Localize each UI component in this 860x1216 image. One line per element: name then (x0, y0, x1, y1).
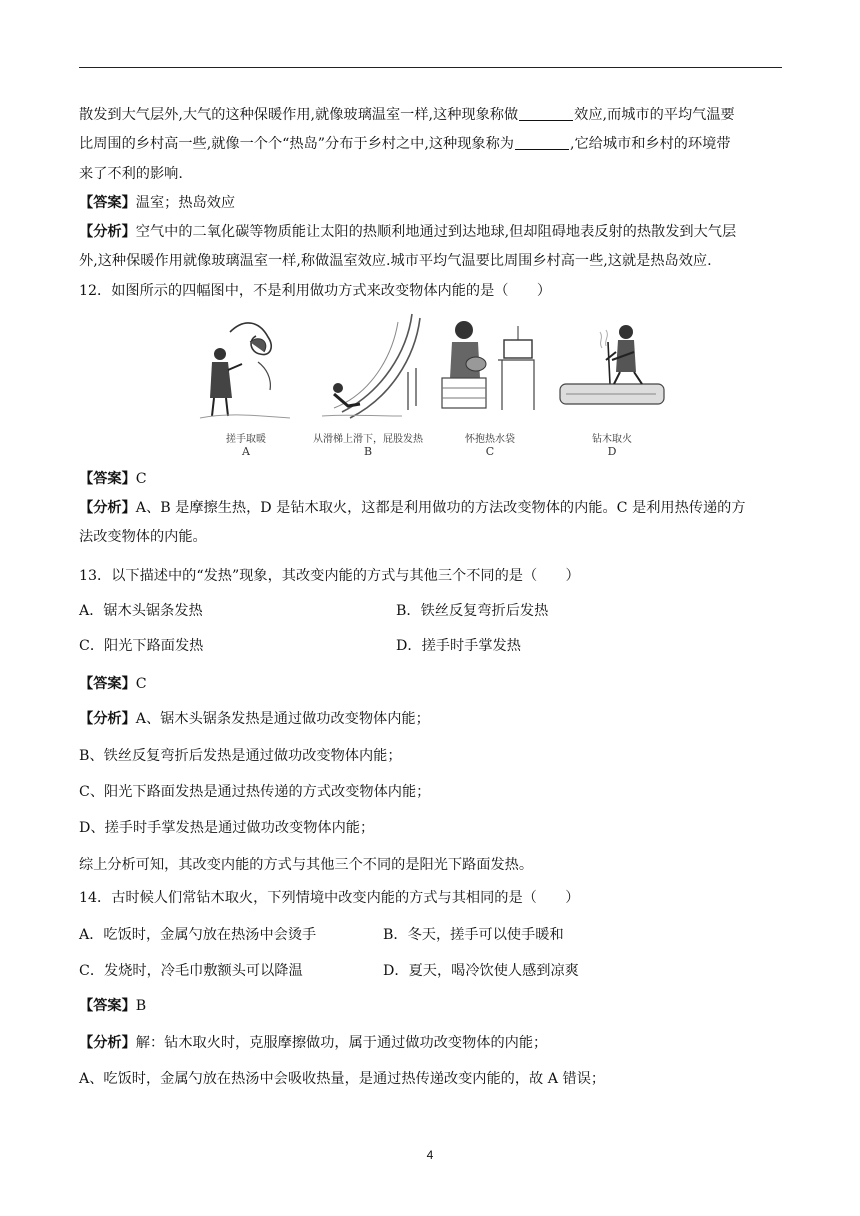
figure-letter-d: D (607, 445, 617, 458)
analysis-line: D、搓手时手掌发热是通过做功改变物体内能； (79, 820, 375, 836)
answer-text: C (135, 471, 147, 487)
analysis-line (79, 1033, 785, 1053)
analysis-text: 空气中的二氧化碳等物质能让太阳的热顺利地通过到达地球,但却阻碍地表反射的热散发到大气层 (135, 224, 737, 240)
question-14: 14．古时候人们常钻木取火，下列情境中改变内能的方式与其相同的是（ ） (79, 890, 580, 906)
answer-line (79, 996, 785, 1016)
option-a: A．吃饭时，金属勺放在热汤中会烫手 (79, 927, 317, 943)
answer-blank (515, 135, 569, 150)
text-segment: 散发到大气层外,大气的这种保暖作用,就像玻璃温室一样,这种现象称做 (79, 107, 519, 123)
rubbing-hands-illustration (190, 312, 302, 430)
text-segment: 比周围的乡村高一些,就像一个个“热岛”分布于乡村之中,这种现象称为 (79, 136, 514, 152)
analysis-label: 【分析】 (79, 224, 136, 240)
figure-letter-b: B (363, 445, 373, 458)
analysis-line: C、阳光下路面发热是通过热传递的方式改变物体内能； (79, 784, 431, 800)
analysis-text: A、锯木头锯条发热是通过做功改变物体内能； (135, 711, 430, 727)
option-c: C．发烧时，冷毛巾敷额头可以降温 (79, 963, 303, 979)
text-segment: 效应,而城市的平均气温要 (574, 107, 735, 123)
answer-label: 【答案】 (79, 195, 136, 211)
figure-panel-b (312, 312, 424, 460)
figure-caption-a: 搓手取暖 (226, 434, 266, 445)
figure-caption-d: 钻木取火 (592, 434, 632, 445)
figure-panel-a (190, 312, 302, 460)
analysis-line: 外,这种保暖作用就像玻璃温室一样,称做温室效应.城市平均气温要比周围乡村高一些,这就是热岛效应. (79, 253, 712, 269)
figure-panel-d (556, 312, 668, 460)
answer-line (79, 193, 785, 213)
hot-water-bag-illustration (434, 312, 546, 430)
figure-panel-c (434, 312, 546, 460)
slide-illustration (312, 312, 424, 430)
figure-letter-c: C (485, 445, 495, 458)
analysis-text: 解：钻木取火时，克服摩擦做功，属于通过做功改变物体的内能； (135, 1035, 548, 1051)
answer-text: C (135, 676, 147, 692)
analysis-line: B、铁丝反复弯折后发热是通过做功改变物体内能； (79, 748, 402, 764)
option-row (79, 636, 785, 656)
option-d: D．搓手时手掌发热 (396, 638, 521, 654)
figure-caption-b: 从滑梯上滑下，屁股发热 (313, 434, 423, 445)
analysis-line (79, 498, 785, 518)
answer-text: B (135, 998, 147, 1014)
answer-line (79, 469, 785, 489)
analysis-label: 【分析】 (79, 711, 136, 727)
analysis-line: A、吃饭时，金属勺放在热汤中会吸收热量，是通过热传递改变内能的，故 A 错误； (79, 1071, 606, 1087)
question-12: 12．如图所示的四幅图中，不是利用做功方式来改变物体内能的是（ ） (79, 283, 552, 299)
figure-caption-c: 怀抱热水袋 (465, 434, 515, 445)
analysis-line (79, 709, 785, 729)
analysis-label: 【分析】 (79, 500, 136, 516)
option-b: B．冬天，搓手可以使手暖和 (383, 927, 564, 943)
option-a: A．锯木头锯条发热 (79, 603, 203, 619)
option-row (79, 961, 785, 981)
answer-label: 【答案】 (79, 471, 136, 487)
option-b: B．铁丝反复弯折后发热 (396, 603, 549, 619)
answer-label: 【答案】 (79, 998, 136, 1014)
figure-letter-a: A (242, 445, 250, 458)
answer-label: 【答案】 (79, 676, 136, 692)
text-line: 来了不利的影响. (79, 166, 183, 182)
answer-text: 温室；热岛效应 (135, 195, 236, 211)
analysis-line (79, 222, 785, 242)
text-line (79, 105, 785, 125)
analysis-line: 综上分析可知，其改变内能的方式与其他三个不同的是阳光下路面发热。 (79, 857, 534, 873)
question-12-figure (190, 312, 670, 460)
page-number: 4 (426, 1148, 434, 1162)
text-segment: ,它给城市和乡村的环境带 (569, 136, 731, 152)
answer-line (79, 674, 785, 694)
answer-blank (519, 106, 573, 121)
option-d: D．夏天，喝冷饮使人感到凉爽 (383, 963, 579, 979)
analysis-line: 法改变物体的内能。 (79, 529, 207, 545)
option-row (79, 925, 785, 945)
header-rule (79, 67, 782, 68)
question-13: 13．以下描述中的“发热”现象，其改变内能的方式与其他三个不同的是（ ） (79, 568, 580, 584)
option-row (79, 601, 785, 621)
analysis-label: 【分析】 (79, 1035, 136, 1051)
text-line (79, 134, 785, 154)
analysis-text: A、B 是摩擦生热，D 是钻木取火，这都是利用做功的方法改变物体的内能。C 是利用热传递的方 (135, 500, 746, 516)
option-c: C．阳光下路面发热 (79, 638, 204, 654)
drilling-wood-illustration (556, 312, 668, 430)
